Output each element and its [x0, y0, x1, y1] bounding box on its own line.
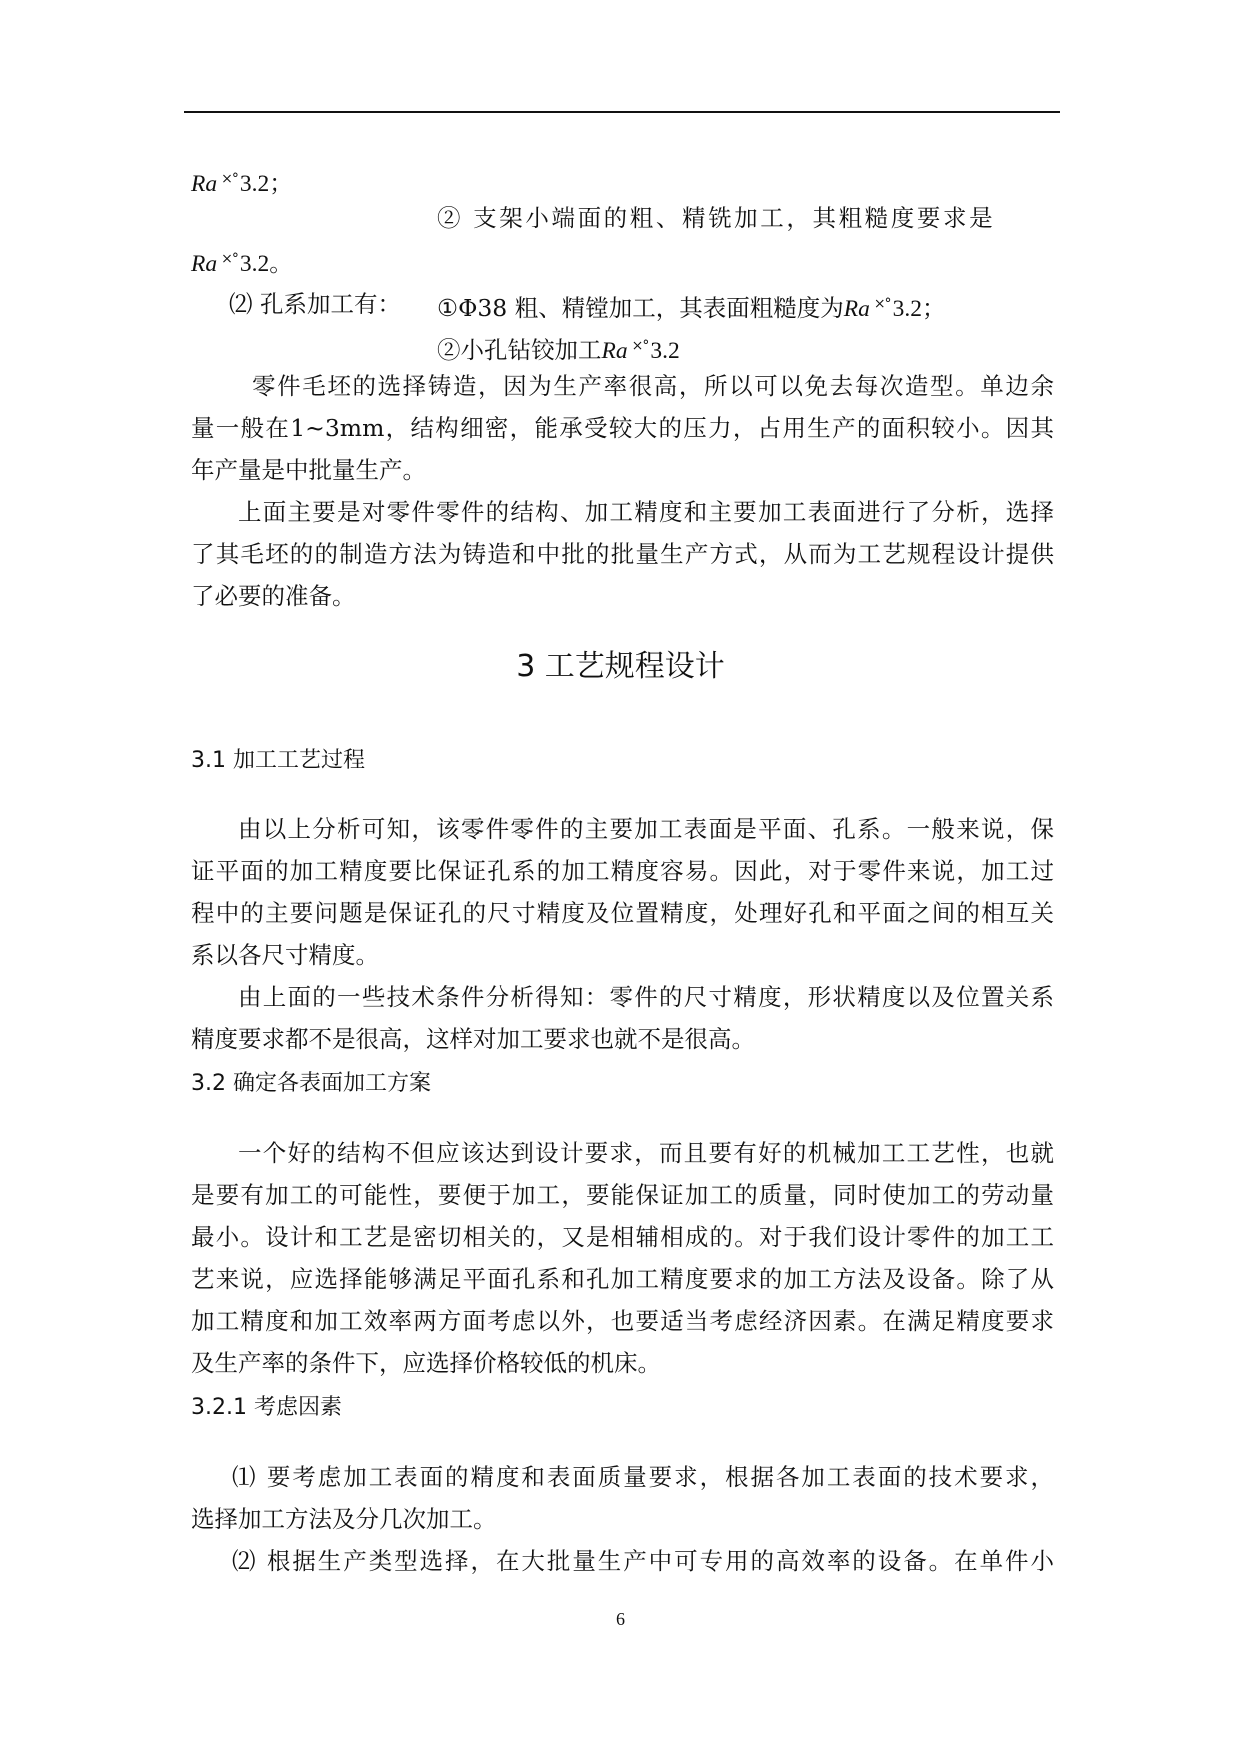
para1-line-3: 年产量是中批量生产。 [191, 456, 426, 484]
roughness-value: 3.2； [892, 296, 946, 322]
para5-line-1: 一个好的结构不但应该达到设计要求，而且要有好的机械加工工艺性，也就 [238, 1139, 1054, 1167]
para1-line-2: 量一般在1~3mm，结构细密，能承受较大的压力，占用生产的面积较小。因其 [191, 414, 1054, 442]
page-number: 6 [616, 1609, 625, 1629]
ra-symbol: Ra [843, 296, 870, 322]
para5-line-4: 艺来说，应选择能够满足平面孔系和孔加工精度要求的加工方法及设备。除了从 [191, 1265, 1054, 1293]
section-3-2-1-heading: 3.2.1 考虑因素 [191, 1395, 342, 1420]
hole-system-line-1 [437, 289, 945, 324]
roughness-line-1 [191, 164, 293, 199]
roughness-value: 3.2； [239, 171, 293, 197]
reaming-text: ②小孔钻铰加工 [437, 336, 602, 364]
roughness-line-2 [437, 203, 995, 233]
para5-line-2: 是要有加工的可能性，要便于加工，要能保证加工的质量，同时使加工的劳动量 [191, 1181, 1054, 1209]
section-3-2-heading: 3.2 确定各表面加工方案 [191, 1071, 431, 1096]
para2-line-1: 上面主要是对零件零件的结构、加工精度和主要加工表面进行了分析，选择 [238, 498, 1054, 526]
para5-line-5: 加工精度和加工效率两方面考虑以外，也要适当考虑经济因素。在满足精度要求 [191, 1307, 1054, 1335]
para2-line-3: 了必要的准备。 [191, 582, 356, 610]
roughness-mark-icon: ×° [221, 171, 238, 187]
header-rule [184, 111, 1060, 113]
para4-line-1: 由上面的一些技术条件分析得知：零件的尺寸精度，形状精度以及位置关系 [238, 983, 1054, 1011]
roughness-value: 3.2 [650, 338, 680, 364]
para3-line-3: 程中的主要问题是保证孔的尺寸精度及位置精度，处理好孔和平面之间的相互关 [191, 899, 1054, 927]
ra-symbol: Ra [191, 171, 218, 197]
para7-line-1: ⑵ 根据生产类型选择，在大批量生产中可专用的高效率的设备。在单件小 [232, 1547, 1054, 1575]
roughness-mark-icon: ×° [631, 338, 649, 354]
para3-line-2: 证平面的加工精度要比保证孔系的加工精度容易。因此，对于零件来说，加工过 [191, 857, 1054, 885]
ra-symbol: Ra [601, 338, 628, 364]
para1-line-1: 零件毛坯的选择铸造，因为生产率很高，所以可以免去每次造型。单边余 [252, 372, 1054, 400]
para3-line-4: 系以各尺寸精度。 [191, 941, 379, 969]
roughness-value: 3.2。 [239, 251, 293, 277]
hole-system-label-text: ⑵ 孔系加工有： [229, 290, 401, 318]
boring-text: ①Φ38 粗、精镗加工，其表面粗糙度为 [437, 294, 844, 322]
para6-line-1: ⑴ 要考虑加工表面的精度和表面质量要求，根据各加工表面的技术要求， [232, 1463, 1054, 1491]
chapter-title: 3 工艺规程设计 [516, 649, 725, 684]
roughness-mark-icon: ×° [221, 251, 238, 267]
roughness-line-3 [191, 244, 293, 279]
section-3-1-heading: 3.1 加工工艺过程 [191, 748, 365, 773]
para6-line-2: 选择加工方法及分几次加工。 [191, 1505, 497, 1533]
para4-line-2: 精度要求都不是很高，这样对加工要求也就不是很高。 [191, 1025, 755, 1053]
small-end-milling-text: ② 支架小端面的粗、精铣加工，其粗糙度要求是 [437, 204, 996, 232]
roughness-mark-icon: ×° [873, 296, 891, 312]
para5-line-6: 及生产率的条件下，应选择价格较低的机床。 [191, 1349, 661, 1377]
ra-symbol: Ra [191, 251, 218, 277]
para5-line-3: 最小。设计和工艺是密切相关的，又是相辅相成的。对于我们设计零件的加工工 [191, 1223, 1054, 1251]
hole-system-line-2 [437, 331, 680, 366]
para2-line-2: 了其毛坯的的制造方法为铸造和中批的批量生产方式，从而为工艺规程设计提供 [191, 540, 1054, 568]
para3-line-1: 由以上分析可知，该零件零件的主要加工表面是平面、孔系。一般来说，保 [238, 815, 1054, 843]
hole-system-label [229, 289, 401, 319]
